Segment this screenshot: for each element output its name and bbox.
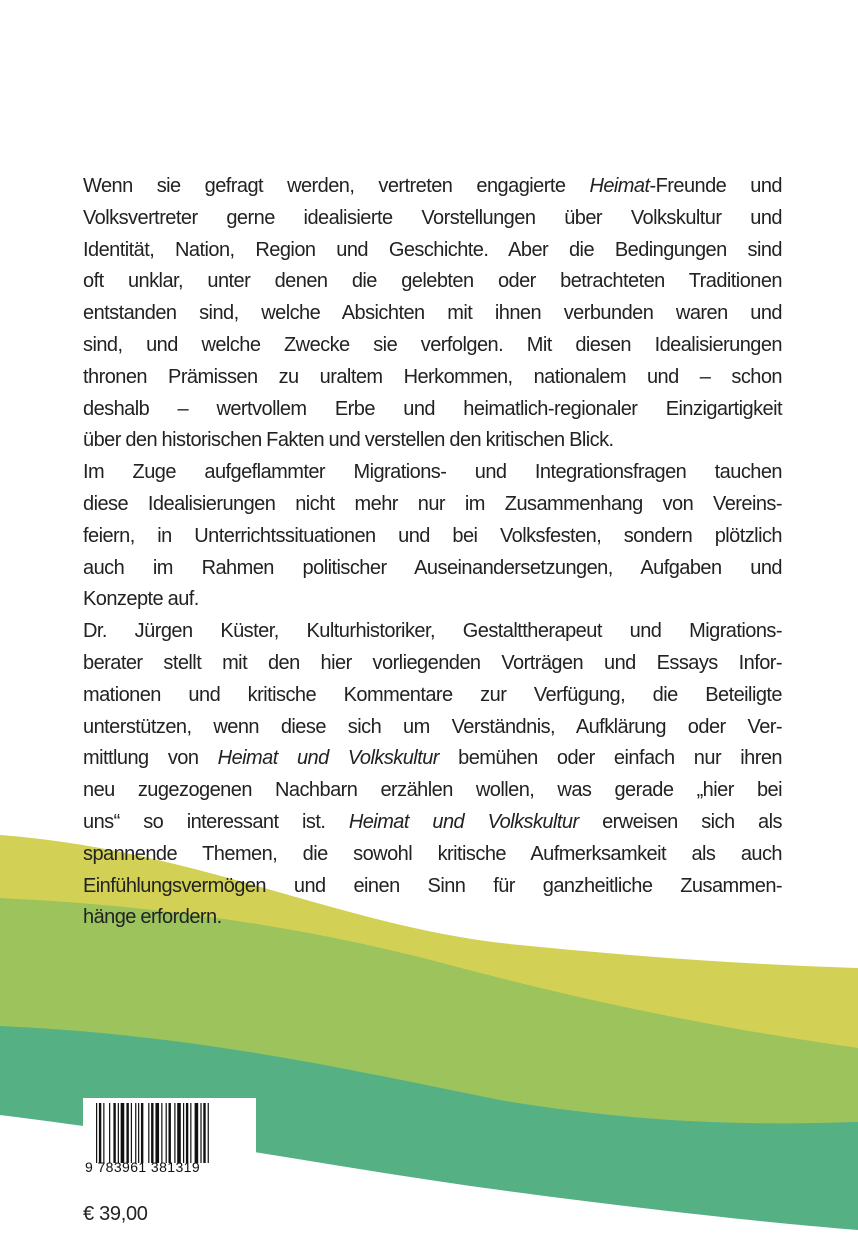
blurb-line (83, 266, 782, 298)
barcode-bar (195, 1103, 199, 1163)
text: erweisen sich als (578, 810, 782, 833)
text: diese Idealisierungen nicht mehr nur im Zusammenhang von Vereins- (83, 492, 782, 515)
barcode-bar (166, 1103, 167, 1163)
blurb-line (83, 330, 782, 362)
barcode-bar (121, 1103, 125, 1163)
text: Im Zuge aufgeflammter Migrations- und Integrationsfragen tauchen (83, 461, 782, 484)
blurb-line (83, 743, 782, 775)
text: entstanden sind, welche Absichten mit ihnen verbunden waren und (83, 302, 782, 325)
barcode-bar (208, 1103, 209, 1163)
barcode-bar (99, 1103, 101, 1163)
text: spannende Themen, die sowohl kritische Aufmerksamkeit als auch (83, 842, 782, 865)
blurb-line (83, 775, 782, 807)
text: auch im Rahmen politischer Auseinandersetzungen, Aufgaben und (83, 556, 782, 579)
barcode-bar (109, 1103, 110, 1163)
back-cover-blurb (83, 171, 782, 934)
blurb-line (83, 553, 782, 585)
text: Volksvertreter gerne idealisierte Vorstellungen über Volkskultur und (83, 206, 782, 229)
blurb-line (83, 298, 782, 330)
barcode-bar (186, 1103, 188, 1163)
blurb-line (83, 171, 782, 203)
isbn-barcode (83, 1098, 256, 1180)
blurb-line (83, 807, 782, 839)
blurb-line (83, 521, 782, 553)
barcode-bars (96, 1103, 244, 1163)
text: oft unklar, unter denen die gelebten oder betrachteten Traditionen (83, 270, 782, 293)
text: uns“ so interessant ist. (83, 810, 349, 833)
blurb-line (83, 362, 782, 394)
barcode-bar (161, 1103, 162, 1163)
text: Wenn sie gefragt werden, vertreten engagierte (83, 175, 590, 197)
italic-text: Heimat (589, 175, 650, 197)
text: neu zugezogenen Nachbarn erzählen wollen, was gerade „hier bei (83, 779, 782, 802)
text: Einfühlungsvermögen und einen Sinn für ganzheitliche Zusammen- (83, 874, 782, 897)
blurb-line (83, 425, 782, 457)
text: feiern, in Unterrichtssituationen und bei Volksfesten, sondern plötzlich (83, 524, 782, 547)
barcode-bar (138, 1103, 139, 1163)
blurb-line (83, 457, 782, 489)
text: sind, und welche Zwecke sie verfolgen. Mit diesen Idealisierungen (83, 333, 782, 356)
barcode-bar (126, 1103, 128, 1163)
italic-text: Heimat und Volkskultur (217, 747, 439, 770)
barcode-bar (177, 1103, 181, 1163)
barcode-bar (190, 1103, 191, 1163)
isbn-number: 9 783961 381319 (85, 1159, 200, 1175)
text: mittlung von (83, 747, 218, 770)
text: Identität, Nation, Region und Geschichte. Aber die Bedingungen sind (83, 238, 782, 261)
text: thronen Prämissen zu uraltem Herkommen, nationalem und – schon (83, 365, 782, 388)
barcode-bar (141, 1103, 143, 1163)
text: mationen und kritische Kommentare zur Verfügung, die Beteiligte (83, 683, 782, 706)
blurb-line (83, 616, 782, 648)
blurb-line (83, 235, 782, 267)
text: hänge erfordern. (83, 906, 222, 929)
barcode-bar (203, 1103, 205, 1163)
blurb-line (83, 902, 782, 934)
barcode-bar (200, 1103, 201, 1163)
barcode-bar (183, 1103, 184, 1163)
barcode-bar (103, 1103, 104, 1163)
blurb-line (83, 203, 782, 235)
text: über den historischen Fakten und verstellen den kritischen Blick. (83, 429, 614, 452)
barcode-bar (131, 1103, 132, 1163)
barcode-bar (118, 1103, 119, 1163)
text: Konzepte auf. (83, 588, 199, 611)
text: -Freunde und (649, 175, 782, 197)
text: Dr. Jürgen Küster, Kulturhistoriker, Gestalttherapeut und Migrations- (83, 620, 782, 643)
blurb-line (83, 489, 782, 521)
blurb-line (83, 584, 782, 616)
barcode-bar (174, 1103, 175, 1163)
barcode-bar (155, 1103, 159, 1163)
blurb-line (83, 712, 782, 744)
barcode-bar (169, 1103, 171, 1163)
blurb-line (83, 680, 782, 712)
price: € 39,00 (83, 1203, 148, 1225)
text: bemühen oder einfach nur ihren (438, 747, 782, 770)
barcode-bar (96, 1103, 97, 1163)
barcode-bar (148, 1103, 149, 1163)
blurb-line (83, 839, 782, 871)
barcode-bar (113, 1103, 115, 1163)
barcode-bar (151, 1103, 153, 1163)
blurb-line (83, 648, 782, 680)
text: berater stellt mit den hier vorliegenden Vorträgen und Essays Infor- (83, 651, 782, 674)
barcode-bar (135, 1103, 136, 1163)
italic-text: Heimat und Volkskultur (348, 810, 579, 833)
text: unterstützen, wenn diese sich um Verständnis, Aufklärung oder Ver- (83, 715, 782, 738)
blurb-line (83, 394, 782, 426)
text: deshalb – wertvollem Erbe und heimatlich-regionaler Einzigartigkeit (83, 397, 782, 420)
blurb-line (83, 871, 782, 903)
